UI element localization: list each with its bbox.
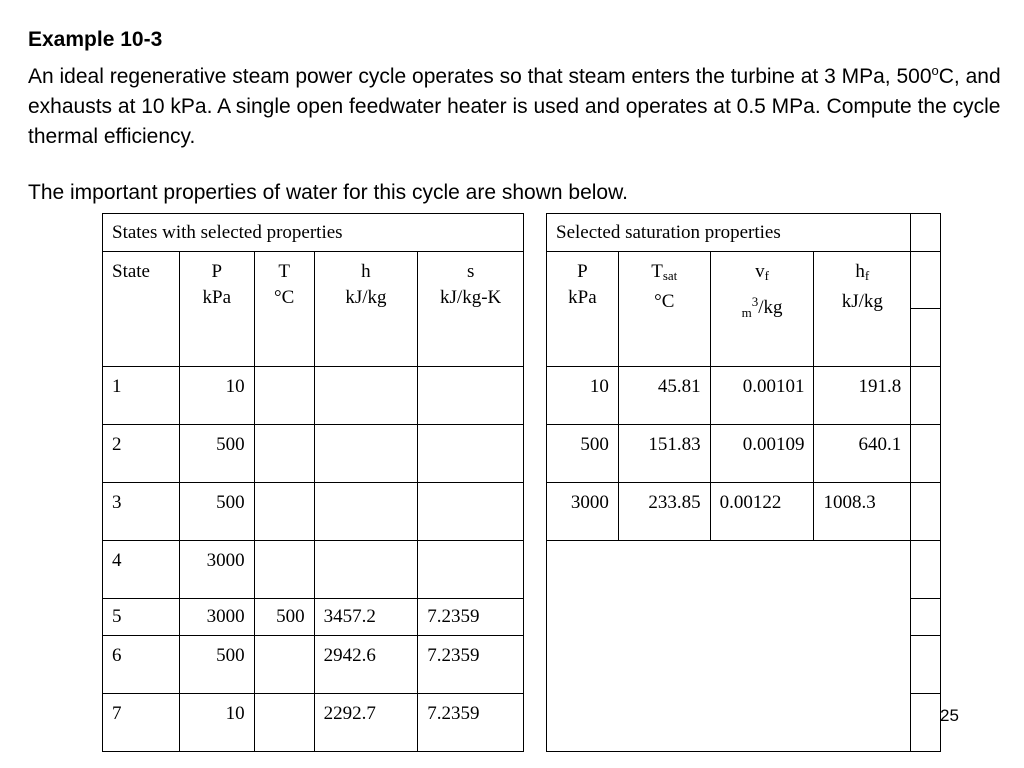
state-cell: 6	[112, 645, 122, 666]
properties-intro: The important properties of water for this cycle are shown below.	[28, 181, 628, 204]
sat-temperature-cell: 45.81	[657, 376, 701, 397]
sat-pressure-cell: 10	[589, 376, 609, 397]
enthalpy-cell	[315, 541, 418, 550]
temperature-cell	[255, 367, 314, 376]
header-state: State	[103, 252, 180, 367]
state-cell: 7	[112, 703, 122, 724]
empty-region	[547, 541, 911, 752]
spare-cell	[911, 252, 941, 309]
entropy-cell: 7.2359	[427, 703, 480, 724]
state-cell: 1	[112, 376, 122, 397]
spare-cell	[911, 214, 941, 252]
sat-enthalpy-cell: 640.1	[858, 434, 902, 455]
pressure-cell: 3000	[206, 550, 245, 571]
header-sat-temperature: $T_{sat}$ °C	[618, 252, 710, 367]
problem-statement	[28, 56, 1003, 152]
table-row	[103, 425, 524, 483]
table-row	[547, 483, 941, 541]
temperature-cell: 500	[276, 606, 305, 627]
table-row	[103, 483, 524, 541]
state-cell: 3	[112, 492, 122, 513]
table-row	[103, 599, 524, 636]
entropy-cell	[418, 541, 523, 550]
enthalpy-cell: 3457.2	[323, 606, 376, 627]
spare-cell	[911, 636, 941, 694]
state-cell: 4	[112, 550, 122, 571]
pressure-cell: 10	[225, 703, 245, 724]
table-row	[547, 425, 941, 483]
entropy-cell: 7.2359	[427, 606, 480, 627]
page-number: 25	[940, 706, 959, 725]
problem-text-part-2: C, and exhausts at 10 kPa. A single open feedwater heater is used and operates at 0.5 MPa. Compute the cycle thermal efficiency.	[28, 65, 1001, 148]
temperature-cell	[255, 483, 314, 492]
enthalpy-cell: 2942.6	[323, 645, 376, 666]
states-table-caption: States with selected properties	[103, 214, 524, 252]
header-sat-volume: $v_f$ $_m^3$/kg	[710, 252, 814, 367]
header-enthalpy: h kJ/kg	[314, 252, 418, 367]
pressure-cell: 500	[216, 492, 245, 513]
table-row	[103, 367, 524, 425]
pressure-cell: 3000	[206, 606, 245, 627]
spare-cell	[911, 483, 941, 541]
saturation-table-caption: Selected saturation properties	[547, 214, 911, 252]
header-entropy: s kJ/kg-K	[418, 252, 524, 367]
temperature-cell	[255, 636, 314, 645]
sat-temperature-cell: 233.85	[648, 492, 701, 513]
entropy-cell	[418, 425, 523, 434]
states-table	[102, 213, 524, 752]
header-sat-pressure: P kPa	[547, 252, 619, 367]
enthalpy-cell	[315, 367, 418, 376]
table-row	[103, 541, 524, 599]
sat-volume-cell: 0.00122	[719, 492, 782, 513]
sat-enthalpy-cell: 191.8	[858, 376, 902, 397]
sat-temperature-cell: 151.83	[648, 434, 701, 455]
sat-pressure-cell: 3000	[570, 492, 609, 513]
entropy-cell	[418, 367, 523, 376]
spare-cell	[911, 309, 941, 367]
spare-cell	[911, 367, 941, 425]
saturation-table	[546, 213, 941, 752]
sat-pressure-cell: 500	[580, 434, 609, 455]
degree-superscript: o	[931, 63, 939, 78]
pressure-cell: 10	[225, 376, 245, 397]
header-pressure: P kPa	[179, 252, 254, 367]
pressure-cell: 500	[216, 434, 245, 455]
temperature-cell	[255, 425, 314, 434]
sat-volume-cell: 0.00109	[742, 434, 805, 455]
entropy-cell: 7.2359	[427, 645, 480, 666]
table-row	[547, 367, 941, 425]
enthalpy-cell	[315, 483, 418, 492]
enthalpy-cell	[315, 425, 418, 434]
enthalpy-cell: 2292.7	[323, 703, 376, 724]
table-row	[103, 694, 524, 752]
table-row	[103, 636, 524, 694]
entropy-cell	[418, 483, 523, 492]
spare-cell	[911, 694, 941, 752]
state-cell: 5	[112, 606, 122, 627]
example-title: Example 10-3	[28, 28, 163, 51]
temperature-cell	[255, 694, 314, 703]
spare-cell	[911, 425, 941, 483]
sat-enthalpy-cell: 1008.3	[823, 492, 876, 513]
sat-volume-cell: 0.00101	[742, 376, 805, 397]
pressure-cell: 500	[216, 645, 245, 666]
temperature-cell	[255, 541, 314, 550]
state-cell: 2	[112, 434, 122, 455]
problem-text-part-1: An ideal regenerative steam power cycle operates so that steam enters the turbine at 3 MPa, 500	[28, 65, 932, 88]
header-sat-enthalpy: $h_f$ kJ/kg	[814, 252, 911, 367]
spare-cell	[911, 541, 941, 599]
header-temperature: T °C	[254, 252, 314, 367]
spare-cell	[911, 599, 941, 636]
